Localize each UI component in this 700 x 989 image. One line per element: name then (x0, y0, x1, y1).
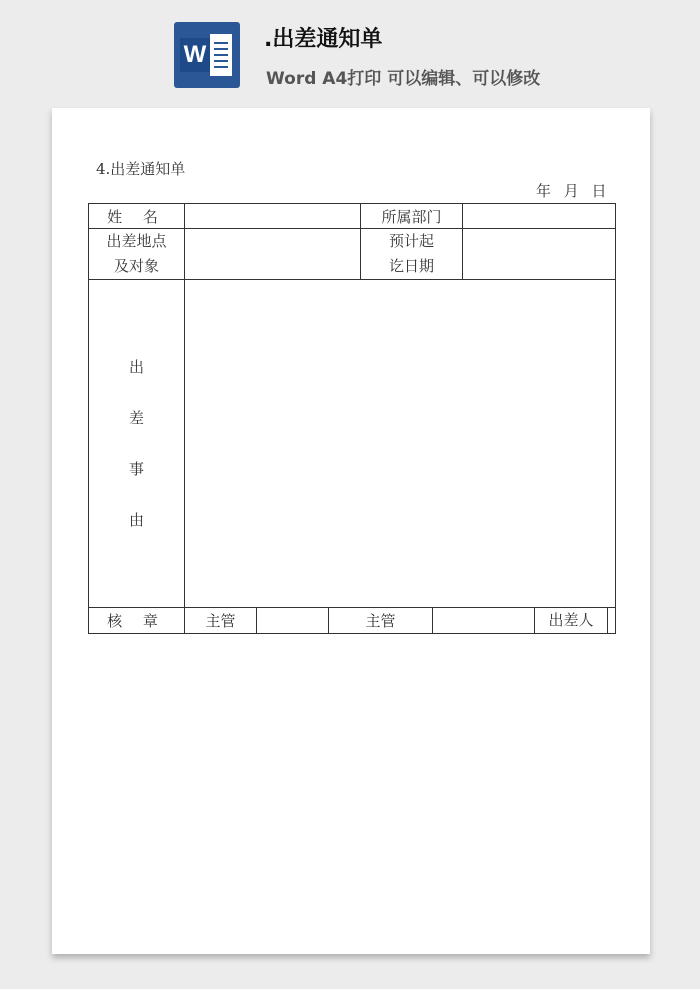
word-icon-lines (210, 34, 232, 76)
page-heading: 4.出差通知单 (96, 160, 186, 178)
location-label-line-2: 及对象 (113, 257, 159, 275)
word-icon (174, 22, 240, 88)
location-field[interactable] (185, 229, 361, 280)
supervisor-field-2[interactable] (433, 608, 535, 634)
reason-char: 由 (128, 510, 144, 529)
name-field[interactable] (185, 204, 361, 229)
traveler-cell (535, 608, 616, 634)
document-page (52, 108, 650, 954)
department-field[interactable] (463, 204, 616, 229)
traveler-field[interactable] (608, 608, 615, 633)
reason-char: 事 (128, 459, 144, 478)
document-subtitle: Word A4打印 可以编辑、可以修改 (266, 69, 541, 89)
word-icon-letter: W (180, 38, 210, 72)
supervisor-label-2: 主管 (329, 608, 433, 634)
supervisor-label-1: 主管 (185, 608, 257, 634)
department-label: 所属部门 (361, 204, 463, 229)
reason-field[interactable] (185, 280, 616, 608)
reason-char: 出 (128, 357, 144, 376)
schedule-label-line-1: 预计起 (389, 232, 435, 250)
travel-notice-form (88, 203, 616, 634)
reason-char: 差 (128, 408, 144, 427)
document-title: .出差通知单 (264, 27, 383, 52)
supervisor-field-1[interactable] (257, 608, 329, 634)
approval-label: 核 章 (89, 608, 185, 634)
name-label: 姓 名 (89, 204, 185, 229)
schedule-field[interactable] (463, 229, 616, 280)
reason-label (89, 280, 185, 608)
document-header (0, 0, 700, 100)
location-label (89, 229, 185, 280)
location-label-line-1: 出差地点 (106, 232, 167, 250)
traveler-label: 出差人 (535, 608, 608, 633)
schedule-label-line-2: 讫日期 (389, 257, 435, 275)
schedule-label (361, 229, 463, 280)
date-line: 年 月 日 (536, 182, 611, 200)
